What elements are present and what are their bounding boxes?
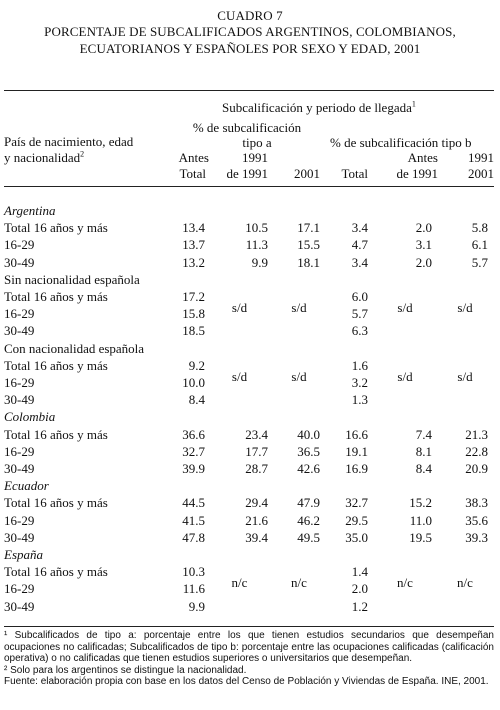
merged-cell: s/d <box>457 300 473 316</box>
cell-b-total: 19.1 <box>345 443 368 459</box>
section-label: Con nacionalidad española <box>4 340 145 356</box>
cell-b-total: 6.0 <box>351 289 368 304</box>
header-b-total: Total <box>341 166 368 181</box>
cell-a-antes: 39.4 <box>245 529 268 545</box>
header-a-antes-2: de 1991 <box>226 166 268 181</box>
cell-a-total: 13.4 <box>182 220 205 236</box>
row-label: 30-49 <box>4 254 35 270</box>
cell-b-total: 3.4 <box>351 254 368 270</box>
header-stub-line1: País de nacimiento, edad <box>4 134 134 149</box>
merged-cell: s/d <box>291 369 307 384</box>
cell-b-total: 6.3 <box>351 323 368 339</box>
cell-b-antes: 7.4 <box>415 426 432 442</box>
row-label: 30-49 <box>4 323 35 339</box>
merged-cell: n/c <box>291 575 307 591</box>
footnote-1: ¹ Subcalificados de tipo a: porcentaje entre los que tienen estudios secundarios que desempeñan ocupaciones no calificadas; Subcalificados de tipo b: porcentaje entre las ocupaciones calificadas (calificación operativa) o no calificadas que tienen estudios superiores o universitarios que desempeñan. <box>4 630 494 664</box>
cell-b-1991: 20.9 <box>465 461 488 476</box>
header-b-1991: 1991 <box>468 150 494 165</box>
header-a-1991: 1991 <box>242 150 268 165</box>
header-b-2001: 2001 <box>468 166 494 181</box>
cell-b-total: 29.5 <box>345 512 368 528</box>
row-label: 30-49 <box>4 461 35 476</box>
cell-b-1991: 21.3 <box>465 426 488 442</box>
cell-a-total: 9.2 <box>188 357 205 373</box>
header-b-antes-2: de 1991 <box>396 166 438 181</box>
table-number: CUADRO 7 <box>217 8 283 23</box>
cell-a-total: 10.0 <box>182 375 205 390</box>
bottom-rule <box>4 626 494 627</box>
merged-cell: n/c <box>397 575 413 591</box>
merged-cell: s/d <box>231 369 248 384</box>
cell-b-1991: 6.1 <box>471 237 488 253</box>
cell-b-antes: 2.0 <box>415 220 432 236</box>
header-a-antes-1: Antes <box>178 150 209 165</box>
merged-cell: s/d <box>291 300 307 316</box>
cell-b-total: 1.2 <box>351 598 368 614</box>
row-label: 16-29 <box>4 581 35 597</box>
cell-a-total: 13.7 <box>182 237 205 253</box>
header-b-antes-1: Antes <box>407 150 438 165</box>
row-label: 30-49 <box>4 392 35 408</box>
cell-a-total: 32.7 <box>182 443 205 459</box>
cell-b-1991: 39.3 <box>465 529 488 545</box>
cell-b-1991: 22.8 <box>465 443 488 459</box>
cell-a-total: 17.2 <box>182 289 205 304</box>
cell-a-antes: 28.7 <box>245 461 268 476</box>
merged-cell: s/d <box>397 369 413 384</box>
row-label: 16-29 <box>4 375 35 390</box>
cell-b-total: 32.7 <box>345 495 368 511</box>
cell-b-total: 3.2 <box>351 375 368 390</box>
cell-a-1991: 49.5 <box>297 529 320 545</box>
merged-cell: s/d <box>231 300 248 316</box>
source-note: Fuente: elaboración propia con base en los datos del Censo de Población y Viviendas de España. INE, 2001. <box>4 676 489 687</box>
cell-a-total: 36.6 <box>182 426 205 442</box>
cell-b-total: 1.6 <box>351 357 368 373</box>
row-label: 16-29 <box>4 443 35 459</box>
cell-b-total: 2.0 <box>351 581 368 597</box>
row-label: 30-49 <box>4 529 35 545</box>
cell-b-total: 35.0 <box>345 529 368 545</box>
section-label: Colombia <box>4 409 56 425</box>
footnote-2: ² Solo para los argentinos se distingue la nacionalidad. <box>4 664 247 676</box>
cell-a-antes: 29.4 <box>245 495 268 511</box>
cell-a-1991: 46.2 <box>297 512 320 528</box>
cell-a-total: 10.3 <box>182 564 205 580</box>
row-label: Total 16 años y más <box>4 220 108 236</box>
cell-b-antes: 2.0 <box>415 254 432 270</box>
cell-a-antes: 11.3 <box>245 237 268 253</box>
header-type-b: % de subcalificación tipo b <box>330 135 472 150</box>
header-rule <box>4 186 494 187</box>
row-label: Total 16 años y más <box>4 564 108 580</box>
row-label: 30-49 <box>4 598 35 614</box>
cell-a-1991: 17.1 <box>297 220 320 236</box>
top-rule <box>4 90 494 91</box>
section-label: Argentina <box>4 203 56 218</box>
cell-a-1991: 18.1 <box>297 254 320 270</box>
cell-b-antes: 19.5 <box>409 529 432 545</box>
cell-b-total: 4.7 <box>351 237 368 253</box>
header-a-total: Total <box>179 166 206 181</box>
table-title-line2: ECUATORIANOS Y ESPAÑOLES POR SEXO Y EDAD, 2001 <box>79 41 421 56</box>
section-label: España <box>4 547 43 562</box>
cell-a-total: 15.8 <box>182 306 205 322</box>
cell-a-total: 44.5 <box>182 495 205 511</box>
table-title-line1: PORCENTAJE DE SUBCALIFICADOS ARGENTINOS, COLOMBIANOS, <box>44 24 456 39</box>
cell-b-antes: 8.4 <box>415 461 432 476</box>
cell-b-1991: 5.7 <box>471 254 488 270</box>
merged-cell: s/d <box>457 369 473 384</box>
row-label: Total 16 años y más <box>4 289 108 304</box>
row-label: 16-29 <box>4 237 35 253</box>
row-label: Total 16 años y más <box>4 357 108 373</box>
header-a-2001: 2001 <box>294 166 320 181</box>
cell-a-antes: 17.7 <box>245 443 268 459</box>
cell-b-antes: 15.2 <box>409 495 432 511</box>
cell-a-total: 11.6 <box>182 581 205 597</box>
cell-a-antes: 10.5 <box>245 220 268 236</box>
cell-b-total: 1.4 <box>351 564 368 580</box>
merged-cell: n/c <box>457 575 473 591</box>
cell-b-antes: 3.1 <box>415 237 432 253</box>
cell-a-total: 41.5 <box>182 512 205 528</box>
cell-a-total: 13.2 <box>182 254 205 270</box>
row-label: Total 16 años y más <box>4 495 108 511</box>
cell-a-total: 39.9 <box>182 461 205 476</box>
cell-b-total: 1.3 <box>351 392 368 408</box>
cell-a-1991: 47.9 <box>297 495 320 511</box>
cell-a-1991: 15.5 <box>297 237 320 253</box>
merged-cell: n/c <box>231 575 248 591</box>
cell-a-antes: 21.6 <box>245 512 268 528</box>
cell-b-total: 3.4 <box>351 220 368 236</box>
cell-b-1991: 38.3 <box>465 495 488 511</box>
cell-a-1991: 42.6 <box>297 461 320 476</box>
header-type-a-line1: % de subcalificación <box>192 120 302 135</box>
cell-b-total: 16.6 <box>345 426 368 442</box>
header-stub-line2: y nacionalidad$^2$ <box>4 149 85 165</box>
cell-b-total: 5.7 <box>351 306 368 322</box>
row-label: Total 16 años y más <box>4 426 108 442</box>
cell-a-total: 18.5 <box>182 323 205 339</box>
cell-b-antes: 11.0 <box>409 512 432 528</box>
cell-b-1991: 35.6 <box>465 512 488 528</box>
cell-a-total: 47.8 <box>182 529 205 545</box>
section-label: Sin nacionalidad española <box>4 271 140 287</box>
header-type-a-line2: tipo a <box>242 135 272 150</box>
cell-b-antes: 8.1 <box>415 443 432 459</box>
cell-a-1991: 36.5 <box>297 443 320 459</box>
footnotes <box>4 630 494 688</box>
cell-b-total: 16.9 <box>345 461 368 476</box>
section-label: Ecuador <box>4 478 49 494</box>
cell-a-total: 8.4 <box>188 392 205 408</box>
merged-cell: s/d <box>397 300 413 316</box>
cell-a-total: 9.9 <box>188 598 205 614</box>
cell-b-1991: 5.8 <box>471 220 488 236</box>
cell-a-antes: 9.9 <box>251 254 268 270</box>
cell-a-antes: 23.4 <box>245 426 268 442</box>
header-group: Subcalificación y periodo de llegada$^1$ <box>222 99 416 115</box>
row-label: 16-29 <box>4 306 35 322</box>
cell-a-1991: 40.0 <box>297 426 320 442</box>
row-label: 16-29 <box>4 512 35 528</box>
